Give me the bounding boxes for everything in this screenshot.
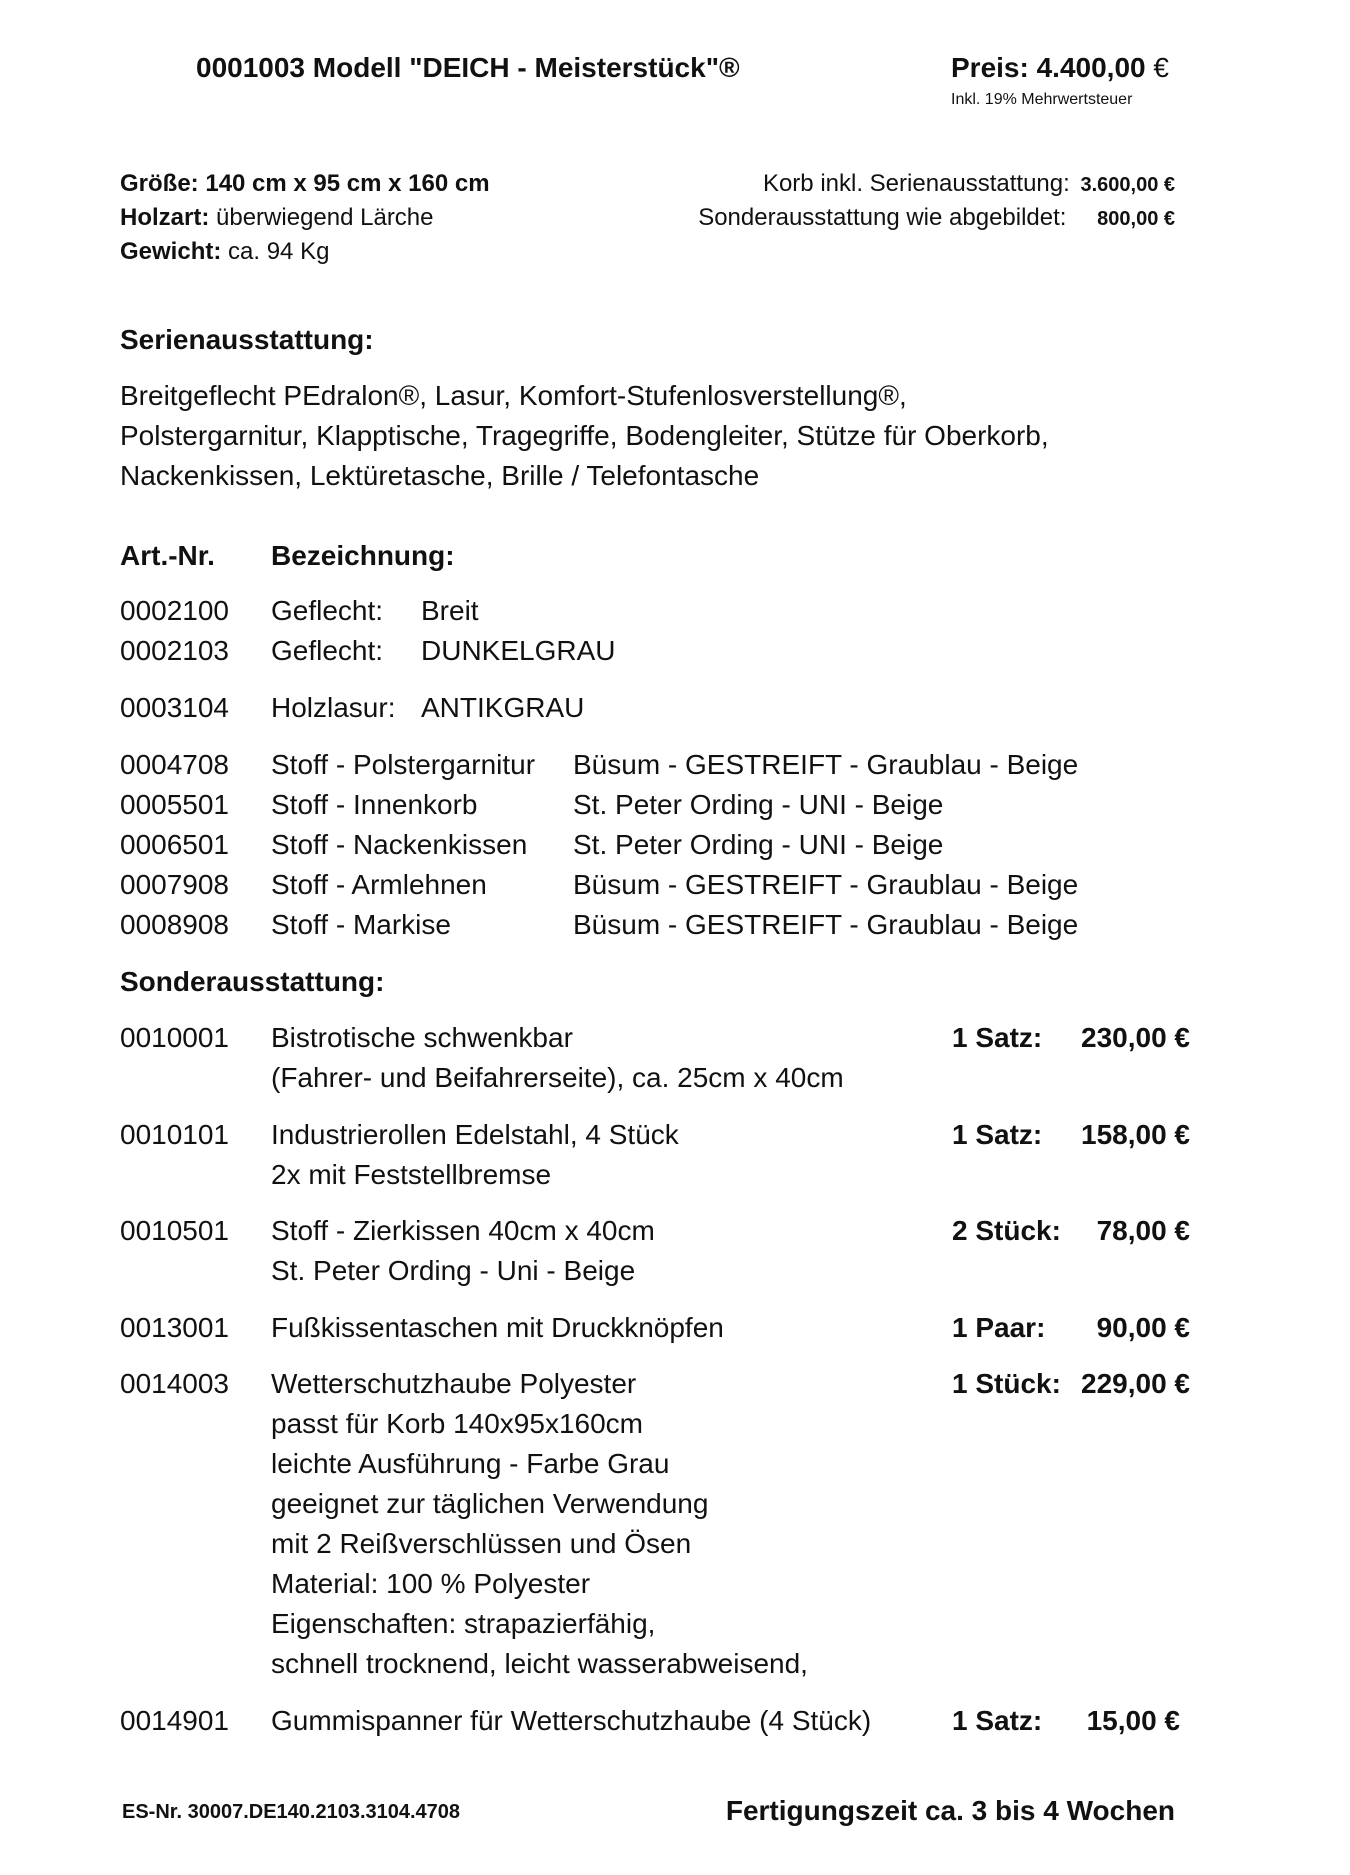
article-label: Stoff - Polstergarnitur — [271, 749, 536, 780]
special-item-line: leichte Ausführung - Farbe Grau — [271, 1448, 670, 1479]
article-number: 0003104 — [120, 692, 230, 723]
extras-price-line — [698, 201, 1175, 236]
article-value: Büsum - GESTREIFT - Graublau - Beige — [573, 869, 1079, 900]
spec-size — [120, 167, 490, 201]
es-number: ES-Nr. 30007.DE140.2103.3104.4708 — [122, 1801, 461, 1823]
article-number: 0004708 — [120, 749, 230, 780]
article-label: Stoff - Nackenkissen — [271, 829, 528, 860]
special-item-line: St. Peter Ording - Uni - Beige — [271, 1255, 636, 1286]
special-item-price: 158,00 € — [1081, 1119, 1190, 1150]
special-item-number: 0014003 — [120, 1368, 230, 1399]
article-number: 0008908 — [120, 909, 230, 940]
spec-size-label: Größe: — [120, 170, 199, 197]
basket-price-line — [763, 167, 1175, 202]
special-item-line: Wetterschutzhaube Polyester — [271, 1368, 637, 1399]
extras-price-label: Sonderausstattung wie abgebildet: — [698, 204, 1067, 231]
basket-price-label: Korb inkl. Serienausstattung: — [762, 170, 1070, 197]
serial-heading: Serienausstattung: — [120, 324, 374, 355]
special-item-line: Industrierollen Edelstahl, 4 Stück — [271, 1119, 679, 1150]
special-item-number: 0010501 — [120, 1215, 230, 1246]
article-value: Büsum - GESTREIFT - Graublau - Beige — [573, 749, 1079, 780]
col-header-number: Art.-Nr. — [120, 540, 215, 571]
spec-weight-label: Gewicht: — [120, 238, 222, 265]
special-item-number: 0010001 — [120, 1022, 230, 1053]
special-item-line: geeignet zur täglichen Verwendung — [271, 1488, 709, 1519]
special-item-qty: 1 Satz: — [952, 1022, 1043, 1053]
article-value: Breit — [421, 595, 479, 626]
special-item-price: 230,00 € — [1081, 1022, 1190, 1053]
special-item-qty: 1 Satz: — [952, 1705, 1043, 1736]
spec-wood — [120, 201, 434, 235]
vat-note: Inkl. 19% Mehrwertsteuer — [951, 91, 1133, 108]
article-number: 0007908 — [120, 869, 230, 900]
special-item-number: 0013001 — [120, 1312, 230, 1343]
special-item-number: 0014901 — [120, 1705, 230, 1736]
special-item-line: Eigenschaften: strapazierfähig, — [271, 1608, 656, 1639]
price-block — [951, 48, 1169, 88]
special-item-line: (Fahrer- und Beifahrerseite), ca. 25cm x 40cm — [271, 1062, 844, 1093]
special-item-price: 229,00 € — [1081, 1368, 1190, 1399]
special-item-line: Stoff - Zierkissen 40cm x 40cm — [271, 1215, 655, 1246]
article-value: St. Peter Ording - UNI - Beige — [573, 829, 944, 860]
special-item-line: mit 2 Reißverschlüssen und Ösen — [271, 1528, 692, 1559]
extras-price-value: 800,00 € — [1097, 208, 1175, 230]
special-item-line: schnell trocknend, leicht wasserabweisend, — [271, 1648, 808, 1679]
special-item-qty: 1 Satz: — [952, 1119, 1043, 1150]
special-heading: Sonderausstattung: — [120, 966, 385, 997]
article-label: Geflecht: — [271, 595, 384, 626]
special-item-qty: 1 Stück: — [952, 1368, 1061, 1399]
article-value: Büsum - GESTREIFT - Graublau - Beige — [573, 909, 1079, 940]
article-value: DUNKELGRAU — [421, 635, 616, 666]
special-item-price: 78,00 € — [1096, 1215, 1190, 1246]
article-number: 0005501 — [120, 789, 230, 820]
special-item-line: Gummispanner für Wetterschutzhaube (4 Stück) — [271, 1705, 872, 1736]
product-title: 0001003 Modell "DEICH - Meisterstück"® — [196, 52, 740, 83]
spec-weight — [120, 235, 329, 269]
production-time: Fertigungszeit ca. 3 bis 4 Wochen — [725, 1795, 1175, 1826]
spec-weight-value: ca. 94 Kg — [228, 238, 330, 265]
special-item-line: Material: 100 % Polyester — [271, 1568, 591, 1599]
basket-price-value: 3.600,00 € — [1080, 174, 1175, 196]
article-value: ANTIKGRAU — [421, 692, 585, 723]
special-item-number: 0010101 — [120, 1119, 230, 1150]
spec-wood-label: Holzart: — [120, 204, 210, 231]
price-label: Preis: — [951, 52, 1029, 83]
price-currency: € — [1153, 52, 1169, 83]
special-item-price: 15,00 € — [1086, 1705, 1180, 1736]
article-label: Stoff - Markise — [271, 909, 451, 940]
serial-line: Polstergarnitur, Klapptische, Tragegriffe, Bodengleiter, Stütze für Oberkorb, — [120, 420, 1049, 451]
special-item-line: Bistrotische schwenkbar — [271, 1022, 573, 1053]
article-value: St. Peter Ording - UNI - Beige — [573, 789, 944, 820]
price-value: 4.400,00 — [1036, 52, 1146, 83]
special-item-qty: 2 Stück: — [952, 1215, 1061, 1246]
article-label: Stoff - Innenkorb — [271, 789, 478, 820]
special-item-line: 2x mit Feststellbremse — [271, 1159, 552, 1190]
article-number: 0002100 — [120, 595, 230, 626]
special-item-price: 90,00 € — [1096, 1312, 1190, 1343]
article-label: Stoff - Armlehnen — [271, 869, 487, 900]
special-item-qty: 1 Paar: — [952, 1312, 1046, 1343]
article-label: Holzlasur: — [271, 692, 396, 723]
article-number: 0002103 — [120, 635, 230, 666]
special-item-line: passt für Korb 140x95x160cm — [271, 1408, 643, 1439]
col-header-name: Bezeichnung: — [271, 540, 455, 571]
special-item-line: Fußkissentaschen mit Druckknöpfen — [271, 1312, 724, 1343]
article-number: 0006501 — [120, 829, 230, 860]
spec-wood-value: überwiegend Lärche — [216, 204, 434, 231]
article-label: Geflecht: — [271, 635, 384, 666]
serial-line: Breitgeflecht PEdralon®, Lasur, Komfort-Stufenlosverstellung®, — [120, 380, 907, 411]
spec-size-value: 140 cm x 95 cm x 160 cm — [205, 170, 490, 197]
serial-line: Nackenkissen, Lektüretasche, Brille / Telefontasche — [120, 460, 760, 491]
